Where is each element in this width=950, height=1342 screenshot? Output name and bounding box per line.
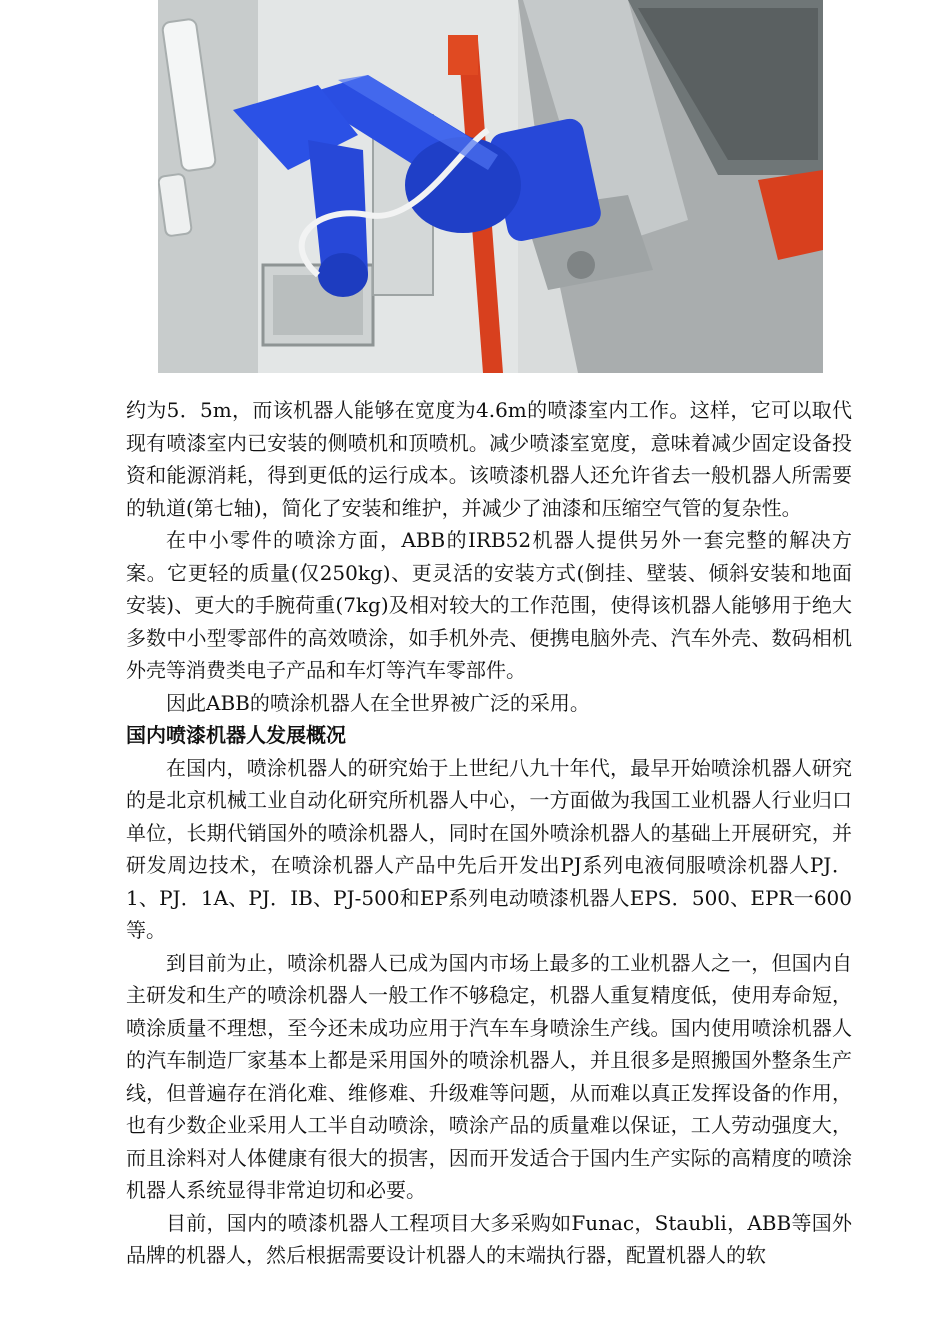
paragraph-2: 在中小零件的喷涂方面，ABB的IRB52机器人提供另外一套完整的解决方案。它更轻的质量(仅250kg)、更灵活的安装方式(倒挂、壁装、倾斜安装和地面安装)、更大的手腕荷重(7kg)及相对较大的工作范围，使得该机器人能够用于绝大多数中小型零部件的高效喷涂，如手机外壳、便携电脑外壳、汽车外壳、数码相机外壳等消费类电子产品和车灯等汽车零部件。 — [126, 528, 852, 682]
paragraph-1: 约为5．5m，而该机器人能够在宽度为4.6m的喷漆室内工作。这样，它可以取代现有喷漆室内已安装的侧喷机和顶喷机。减少喷漆室宽度，意味着减少固定设备投资和能源消耗，得到更低的运行成本。该喷漆机器人还允许省去一般机器人所需要的轨道(第七轴)，简化了安装和维护，并减少了油漆和压缩空气管的复杂性。 — [126, 398, 852, 520]
document-body — [126, 394, 852, 1272]
paragraph-4: 在国内，喷涂机器人的研究始于上世纪八九十年代，最早开始喷涂机器人研究的是北京机械工业自动化研究所机器人中心，一方面做为我国工业机器人行业归口单位，长期代销国外的喷涂机器人，同时在国外喷涂机器人的基础上开展研究，并研发周边技术，在喷涂机器人产品中先后开发出PJ系列电液伺服喷涂机器人PJ．1、PJ．1A、PJ．IB、PJ-500和EP系列电动喷漆机器人EPS．500、EPR一600等。 — [126, 755, 852, 942]
paragraph-5: 到目前为止，喷涂机器人已成为国内市场上最多的工业机器人之一，但国内自主研发和生产的喷涂机器人一般工作不够稳定，机器人重复精度低，使用寿命短，喷涂质量不理想，至今还未成功应用于汽车车身喷涂生产线。国内使用喷涂机器人的汽车制造厂家基本上都是采用国外的喷涂机器人，并且很多是照搬国外整条生产线，但普遍存在消化难、维修难、升级难等问题，从而难以真正发挥设备的作用，也有少数企业采用人工半自动喷涂，喷涂产品的质量难以保证，工人劳动强度大，而且涂料对人体健康有很大的损害，因而开发适合于国内生产实际的高精度的喷涂机器人系统显得非常迫切和必要。 — [126, 950, 852, 1202]
robot-photo — [158, 0, 823, 373]
paragraph-6: 目前，国内的喷漆机器人工程项目大多采购如Funac，Staubli，ABB等国外品牌的机器人，然后根据需要设计机器人的末端执行器，配置机器人的软 — [126, 1210, 852, 1267]
paragraph-3: 因此ABB的喷涂机器人在全世界被广泛的采用。 — [166, 690, 590, 715]
wall-sign — [448, 35, 478, 75]
mount-bolt — [567, 251, 595, 279]
section-heading: 国内喷漆机器人发展概况 — [126, 723, 346, 747]
robot-wrist — [318, 253, 368, 297]
